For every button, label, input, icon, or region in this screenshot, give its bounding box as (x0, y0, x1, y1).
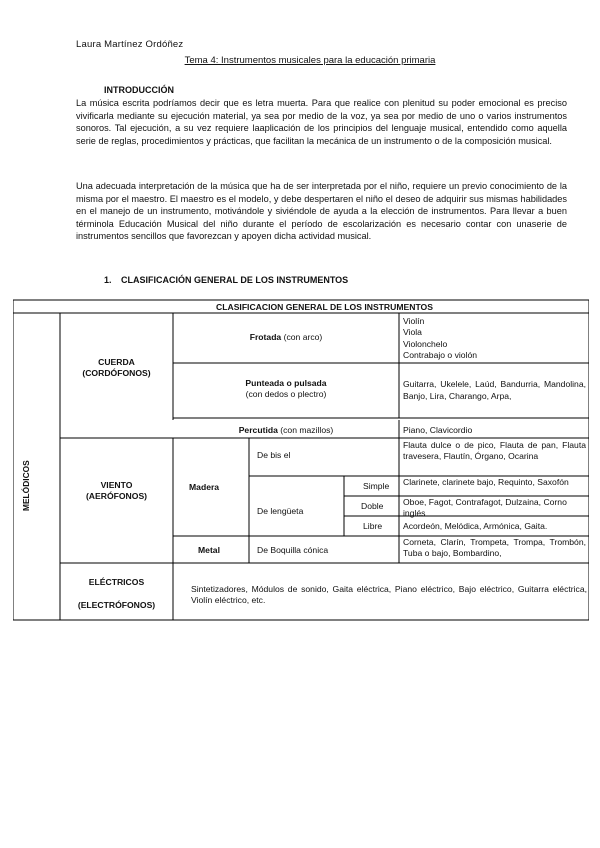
viento-label: VIENTO (AERÓFONOS) (85, 480, 148, 502)
bisel-instruments: Flauta dulce o de pico, Flauta de pan, Flauta travesera, Flautín, Órgano, Ocarina (403, 440, 586, 462)
frotada-instruments: Violín Viola Violonchelo Contrabajo o violón (403, 316, 478, 361)
introduction-heading: INTRODUCCIÓN (104, 85, 174, 95)
table-caption: CLASIFICACION GENERAL DE LOS INSTRUMENTOS (216, 302, 433, 312)
madera-label: Madera (189, 482, 220, 492)
libre-instruments: Acordeón, Melódica, Armónica, Gaita. (403, 521, 548, 531)
metal-label: Metal (198, 545, 220, 555)
document-title: Tema 4: Instrumentos musicales para la educación primaria (184, 55, 436, 66)
percutida-instruments: Piano, Clavicordio (403, 425, 473, 435)
section-heading: 1. CLASIFICACIÓN GENERAL DE LOS INSTRUMENTOS (104, 275, 349, 285)
cuerda-label: CUERDA (CORDÓFONOS) (82, 357, 151, 379)
doble-label: Doble (361, 501, 384, 511)
electricos-label: ELÉCTRICOS (ELECTRÓFONOS) (77, 577, 156, 610)
metal-type: De Boquilla cónica (257, 545, 329, 555)
simple-instruments: Clarinete, clarinete bajo, Requinto, Saxofón (403, 477, 569, 487)
libre-label: Libre (363, 521, 383, 531)
doble-instruments: Oboe, Fagot, Contrafagot, Dulzaina, Corno inglés (403, 497, 567, 519)
simple-label: Simple (363, 481, 390, 491)
metal-instruments: Corneta, Clarín, Trompeta, Trompa, Trombón, Tuba o bajo, Bombardino, (403, 537, 586, 559)
lengueta-label: De lengüeta (257, 506, 304, 516)
punteada-instruments: Guitarra, Ukelele, Laúd, Bandurria, Mandolina, Banjo, Lira, Charango, Arpa, (403, 379, 586, 402)
classification-table (13, 299, 589, 621)
frotada-label: Frotada (con arco) (249, 332, 323, 342)
author-name: Laura Martínez Ordóñez (76, 39, 184, 50)
electricos-instruments: Sintetizadores, Módulos de sonido, Gaita eléctrica, Piano eléctrico, Bajo eléctrico, Guitarra eléctrica, Violín eléctrico, etc. (191, 584, 587, 606)
bisel-label: De bis el (257, 450, 291, 460)
group-label-melodicos: MELÓDICOS (21, 460, 31, 511)
punteada-label: Punteada o pulsada (con dedos o plectro) (245, 378, 327, 400)
percutida-label: Percutida (con mazillos) (238, 425, 334, 435)
introduction-paragraph-1: La música escrita podríamos decir que es letra muerta. Para que realice con plenitud su poder emocional es preciso vivificarla mediante su ejecución material, ya sea por medio de la voz, ya sea por medio de uno o varios instrumentos sonoros. Tal ejecución, a su vez requiere laaplicación de los principios del lenguaje musical, entendido como aquella serie de reglas, procedimientos y prácticas, que facilitan la mecánica de un instrumento o de la composición musical. (76, 98, 567, 146)
introduction-paragraph-2: Una adecuada interpretación de la música que ha de ser interpretada por el niño, requiere un previo conocimiento de la misma por el maestro. El maestro es el modelo, y debe despertaren el niño el deseo de adquirir sus mismas habilidades en el manejo de un instrumento, motivándole y siviéndole de ayuda a la elección de instrumentos. Para llevar a buen términola Educación Musical del niño durante el período de escolarización es necesario contar con unaserie de instrumentos sencillos que favorezcan y apoyen dicha actividad musical. (76, 181, 567, 242)
